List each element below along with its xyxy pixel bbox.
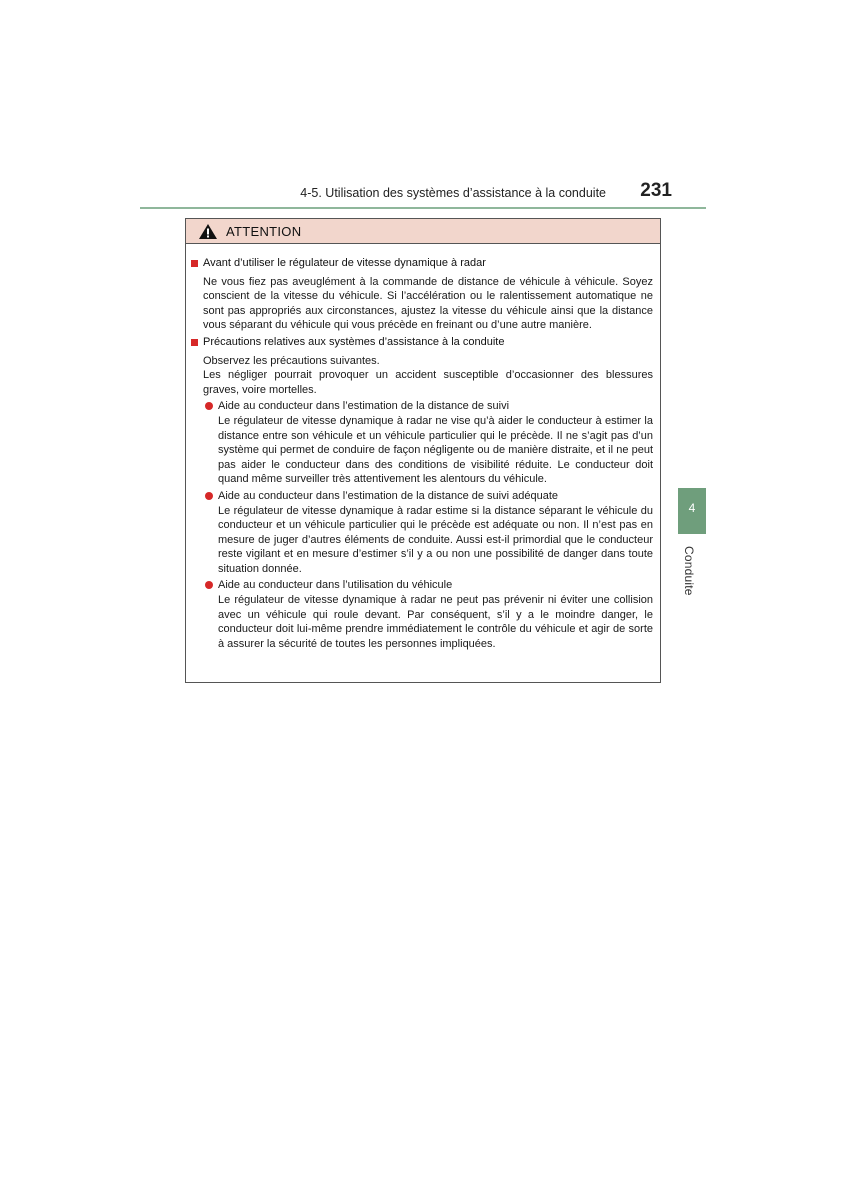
section-driving-assist-precautions <box>191 335 653 651</box>
list-item <box>205 489 653 577</box>
list-item <box>205 399 653 487</box>
header-divider <box>140 207 706 209</box>
chapter-tab: 4 <box>678 488 706 534</box>
bullet-title: Aide au conducteur dans l’estimation de la distance de suivi adéquate <box>218 489 559 502</box>
warning-box <box>185 218 661 683</box>
bullet-title: Aide au conducteur dans l’estimation de la distance de suivi <box>218 400 510 413</box>
bullet-text: Le régulateur de vitesse dynamique à radar estime si la distance séparant le véhicule du conducteur et un véhicule particulier qui le précède est adéquate ou non. Il n’est pas en mesure de juger d’autres éléments de conduite. Aussi est-il primordial que le conducteur reste vigilant et en mesure d’estimer s’il y a ou non une possibilité de danger dans toute situation donnée. <box>218 504 653 575</box>
section-paragraph: Les négliger pourrait provoquer un accident susceptible d’occasionner des blessures graves, voire mortelles. <box>203 369 653 396</box>
bullet-text: Le régulateur de vitesse dynamique à radar ne peut pas prévenir ni éviter une collision avec un véhicule qui roule devant. Par conséquent, s’il y a le moindre danger, le conducteur doit lui-même prendre immédiatement le contrôle du véhicule et agir de sorte à assurer la sécurité de toutes les personnes impliquées. <box>218 594 653 650</box>
warning-title: ATTENTION <box>226 223 302 239</box>
list-item <box>205 578 653 651</box>
bullet-body <box>218 399 653 487</box>
round-bullet-icon <box>205 581 213 589</box>
section-paragraph: Ne vous fiez pas aveuglément à la commande de distance de véhicule à véhicule. Soyez conscient de la vitesse du véhicule. Si l’accélération ou le ralentissement automatique ne sont pas appropriés aux circonstances, ajustez la vitesse du véhicule ainsi que la distance vous séparant du véhicule qui vous précède en freinant ou d’une autre manière. <box>203 275 653 332</box>
bullet-body <box>218 489 653 577</box>
round-bullet-icon <box>205 402 213 410</box>
bullet-text: Le régulateur de vitesse dynamique à radar ne vise qu’à aider le conducteur à estimer la distance entre son véhicule et un véhicule particulier qui le précède. Il ne s’agit pas d’un système qui permet de conduire de façon négligente ou de manière distraite, et il ne peut pas aider le conducteur dans des conditions de visibilité réduite. Le conducteur doit quand même surveiller très attentivement les alentours du véhicule. <box>218 414 653 486</box>
warning-triangle-icon <box>198 223 218 240</box>
warning-content <box>186 244 660 651</box>
section-paragraph: Observez les précautions suivantes. <box>203 354 380 367</box>
running-header-title: 4-5. Utilisation des systèmes d’assistance à la conduite <box>300 186 606 200</box>
round-bullet-icon <box>205 492 213 500</box>
bullet-body <box>218 578 653 651</box>
section-heading <box>191 256 653 271</box>
warning-header <box>186 219 660 244</box>
section-heading-text: Précautions relatives aux systèmes d’assistance à la conduite <box>203 335 505 348</box>
section-radar-cruise <box>191 256 653 333</box>
square-bullet-icon <box>191 339 198 346</box>
section-heading <box>191 335 653 350</box>
page-number: 231 <box>640 180 672 201</box>
section-heading-text: Avant d’utiliser le régulateur de vitesse dynamique à radar <box>203 257 486 269</box>
square-bullet-icon <box>191 260 198 267</box>
bullet-title: Aide au conducteur dans l’utilisation du véhicule <box>218 579 453 592</box>
chapter-label: Conduite <box>682 546 696 596</box>
